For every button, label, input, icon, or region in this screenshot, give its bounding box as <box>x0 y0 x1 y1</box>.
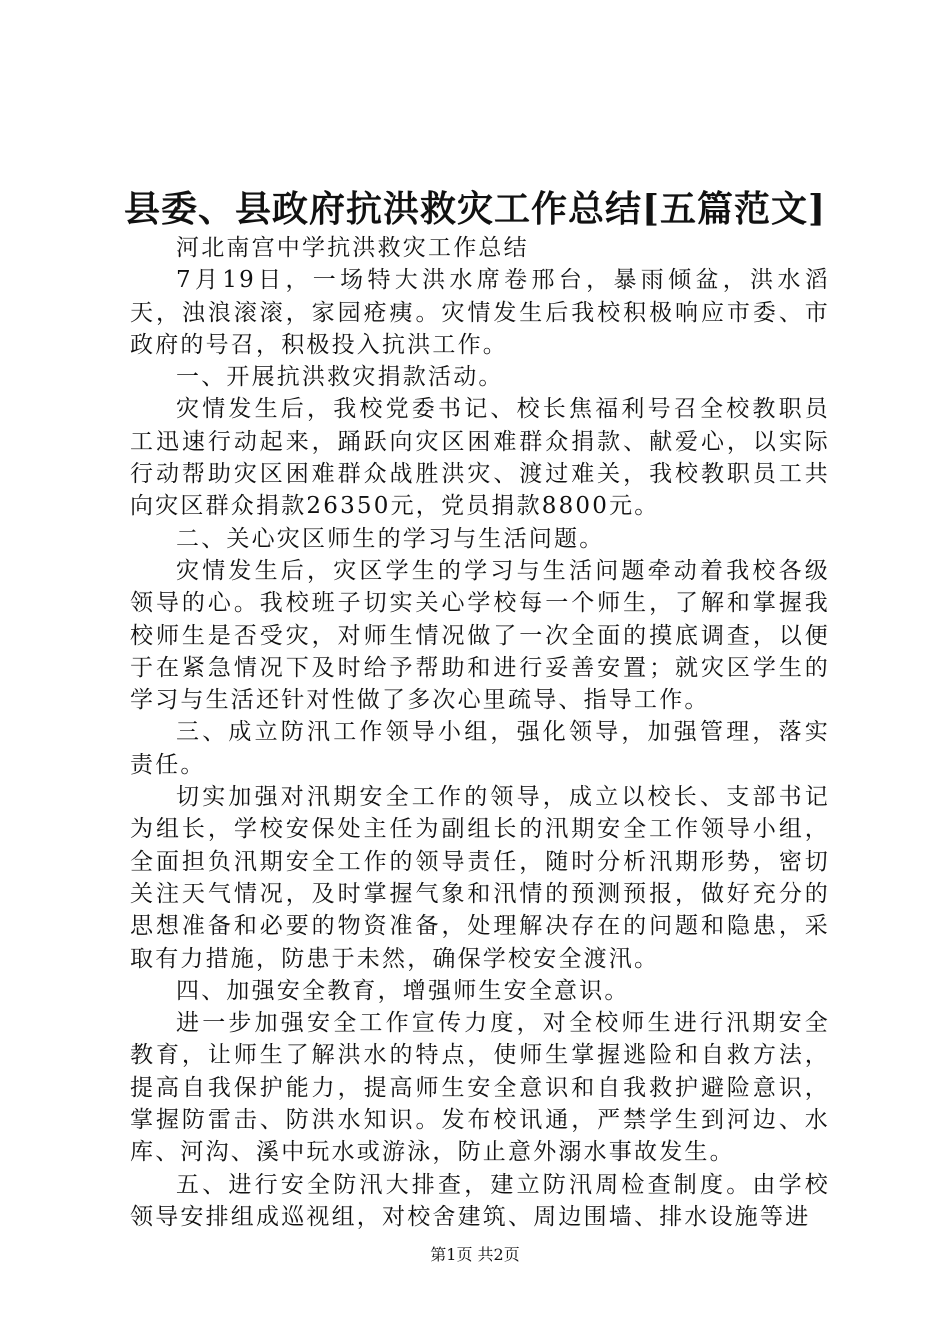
section-heading: 二、关心灾区师生的学习与生活问题。 <box>176 525 605 552</box>
paragraph: 进一步加强安全工作宣传力度，对全校师生进行汛期安全教育，让师生了解洪水的特点，使师生掌握逃险和自救方法，提高自我保护能力，提高师生安全意识和自我救护避险意识，掌握防雷击、防洪水知识。发布校讯通，严禁学生到河边、水库、河沟、溪中玩水或游泳，防止意外溺水事故发生。 <box>130 1010 830 1166</box>
page-number: 第1页 共2页 <box>430 1245 520 1264</box>
paragraph: 灾情发生后，我校党委书记、校长焦福利号召全校教职员工迅速行动起来，踊跃向灾区困难群众捐款、献爱心，以实际行动帮助灾区困难群众战胜洪灾、渡过难关，我校教职员工共向灾区群众捐款26350元，党员捐款8800元。 <box>130 396 830 520</box>
section-heading: 四、加强安全教育，增强师生安全意识。 <box>176 977 630 1004</box>
section-heading: 三、成立防汛工作领导小组，强化领导，加强管理，落实责任。 <box>130 719 830 778</box>
paragraph: 7月19日，一场特大洪水席卷邢台，暴雨倾盆，洪水滔天，浊浪滚滚，家园疮痍。灾情发生后我校积极响应市委、市政府的号召，积极投入抗洪工作。 <box>130 267 830 358</box>
document-title: 县委、县政府抗洪救灾工作总结[五篇范文] <box>123 188 827 230</box>
document-body <box>130 232 830 1233</box>
paragraph: 河北南宫中学抗洪救灾工作总结 <box>176 235 529 261</box>
paragraph: 灾情发生后，灾区学生的学习与生活问题牵动着我校各级领导的心。我校班子切实关心学校每一个师生，了解和掌握我校师生是否受灾，对师生情况做了一次全面的摸底调查，以便于在紧急情况下及时给予帮助和进行妥善安置；就灾区学生的学习与生活还针对性做了多次心里疏导、指导工作。 <box>130 557 830 714</box>
section-heading: 一、开展抗洪救灾捐款活动。 <box>176 364 504 391</box>
paragraph: 切实加强对汛期安全工作的领导，成立以校长、支部书记为组长，学校安保处主任为副组长的汛期安全工作领导小组，全面担负汛期安全工作的领导责任，随时分析汛期形势，密切关注天气情况，及时掌握气象和汛情的预测预报，做好充分的思想准备和必要的物资准备，处理解决存在的问题和隐患，采取有力措施，防患于未然，确保学校安全渡汛。 <box>130 784 830 972</box>
paragraph: 五、进行安全防汛大排查，建立防汛周检查制度。由学校领导安排组成巡视组，对校舍建筑、周边围墙、排水设施等进 <box>130 1171 830 1230</box>
